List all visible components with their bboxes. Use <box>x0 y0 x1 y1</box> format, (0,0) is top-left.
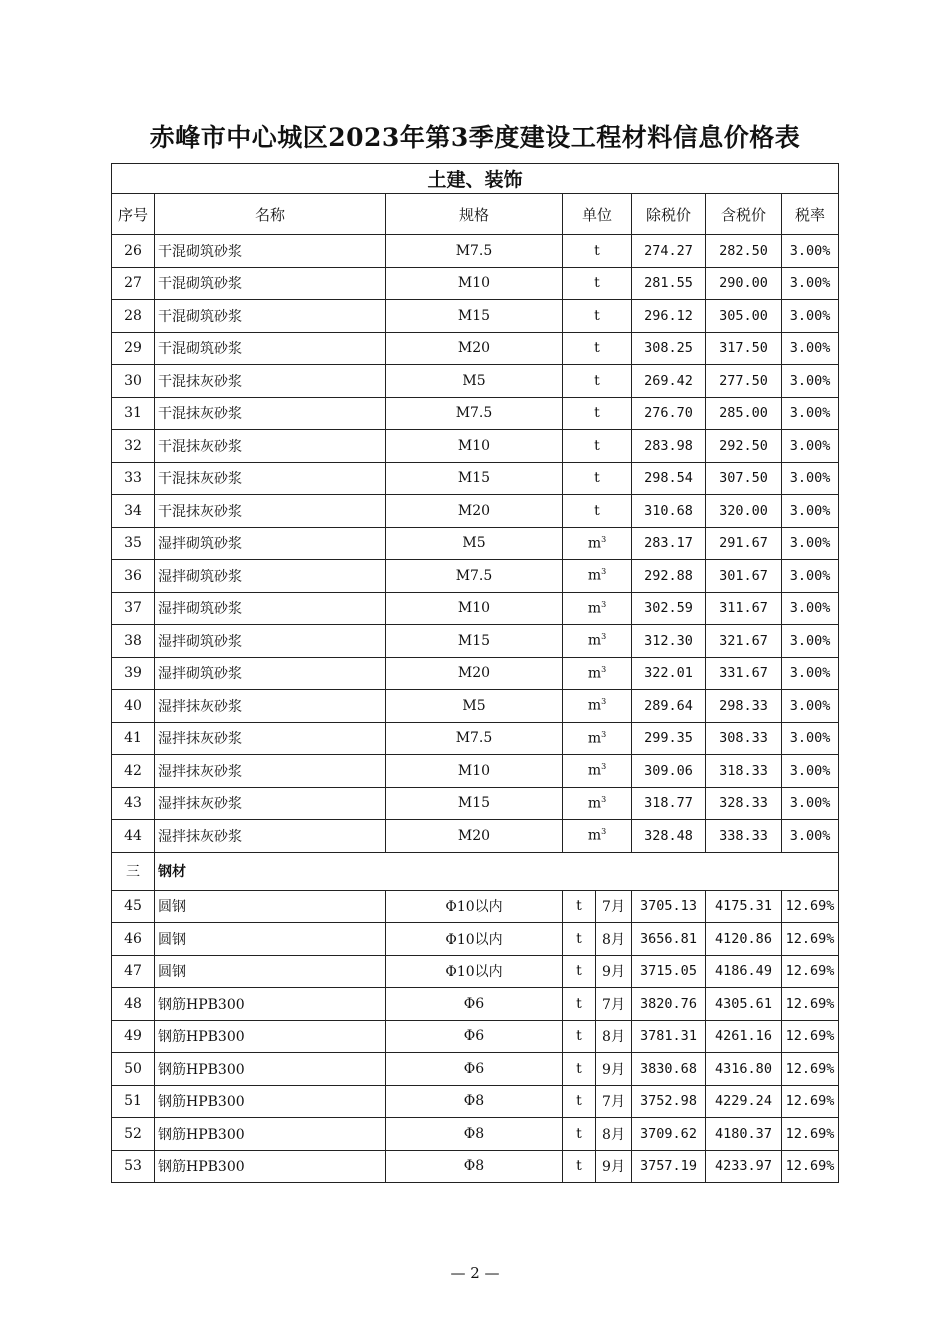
seq-cell: 39 <box>112 657 155 690</box>
table-row <box>112 657 839 690</box>
unit-base: m <box>587 600 602 617</box>
taxed-cell: 4233.97 <box>706 1150 782 1183</box>
seq-cell: 49 <box>112 1020 155 1053</box>
name-cell: 湿拌砌筑砂浆 <box>155 592 386 625</box>
name-cell: 干混抹灰砂浆 <box>155 397 386 430</box>
rate-cell: 3.00% <box>782 657 839 690</box>
taxed-cell: 4180.37 <box>706 1118 782 1151</box>
seq-cell: 32 <box>112 430 155 463</box>
name-cell: 干混抹灰砂浆 <box>155 365 386 398</box>
name-cell: 湿拌砌筑砂浆 <box>155 657 386 690</box>
table-row <box>112 300 839 333</box>
rate-cell: 12.69% <box>782 1020 839 1053</box>
table-row <box>112 890 839 923</box>
rate-cell: 3.00% <box>782 267 839 300</box>
unit-exponent: 3 <box>601 762 607 772</box>
name-cell: 钢筋HPB300 <box>155 988 386 1021</box>
spec-cell: M5 <box>386 527 563 560</box>
pretax-cell: 292.88 <box>632 560 706 593</box>
unit-exponent: 3 <box>601 729 607 739</box>
pretax-cell: 3830.68 <box>632 1053 706 1086</box>
price-table <box>111 163 839 1183</box>
unit-exponent: 3 <box>601 664 607 674</box>
unit-cell <box>563 560 632 593</box>
taxed-cell: 285.00 <box>706 397 782 430</box>
spec-cell: Φ8 <box>386 1150 563 1183</box>
name-cell: 干混抹灰砂浆 <box>155 495 386 528</box>
spec-cell: M7.5 <box>386 397 563 430</box>
unit-cell <box>563 267 632 300</box>
table-row <box>112 1118 839 1151</box>
table-row <box>112 235 839 268</box>
unit-cell <box>563 820 632 853</box>
unit-base: t <box>594 307 600 324</box>
unit-base: t <box>594 372 600 389</box>
unit-base: t <box>594 470 600 487</box>
spec-cell: M20 <box>386 657 563 690</box>
seq-cell: 28 <box>112 300 155 333</box>
seq-cell: 34 <box>112 495 155 528</box>
unit-base: t <box>594 502 600 519</box>
pretax-cell: 302.59 <box>632 592 706 625</box>
name-cell: 湿拌砌筑砂浆 <box>155 560 386 593</box>
seq-cell: 44 <box>112 820 155 853</box>
month-cell: 8月 <box>596 1118 632 1151</box>
rate-cell: 12.69% <box>782 988 839 1021</box>
seq-cell: 40 <box>112 690 155 723</box>
rate-cell: 3.00% <box>782 722 839 755</box>
name-cell: 钢筋HPB300 <box>155 1118 386 1151</box>
taxed-cell: 4120.86 <box>706 923 782 956</box>
rate-cell: 3.00% <box>782 560 839 593</box>
table-row <box>112 988 839 1021</box>
taxed-cell: 321.67 <box>706 625 782 658</box>
pretax-cell: 3656.81 <box>632 923 706 956</box>
table-row <box>112 527 839 560</box>
taxed-cell: 307.50 <box>706 462 782 495</box>
unit-cell: t <box>563 1085 596 1118</box>
unit-cell <box>563 625 632 658</box>
page-number: — 2 — <box>450 1264 500 1282</box>
taxed-cell: 301.67 <box>706 560 782 593</box>
taxed-cell: 317.50 <box>706 332 782 365</box>
table-row <box>112 267 839 300</box>
unit-cell: t <box>563 890 596 923</box>
spec-cell: Φ8 <box>386 1118 563 1151</box>
unit-cell: t <box>563 923 596 956</box>
header-pretax: 除税价 <box>632 194 706 235</box>
seq-cell: 30 <box>112 365 155 398</box>
unit-cell: t <box>563 988 596 1021</box>
seq-cell: 33 <box>112 462 155 495</box>
taxed-cell: 290.00 <box>706 267 782 300</box>
unit-cell: t <box>563 1118 596 1151</box>
table-row <box>112 1020 839 1053</box>
unit-base: m <box>587 698 602 715</box>
seq-cell: 41 <box>112 722 155 755</box>
taxed-cell: 282.50 <box>706 235 782 268</box>
seq-cell: 53 <box>112 1150 155 1183</box>
rate-cell: 3.00% <box>782 430 839 463</box>
rate-cell: 12.69% <box>782 955 839 988</box>
seq-cell: 31 <box>112 397 155 430</box>
spec-cell: M10 <box>386 267 563 300</box>
unit-cell <box>563 690 632 723</box>
pretax-cell: 3820.76 <box>632 988 706 1021</box>
unit-cell <box>563 527 632 560</box>
pretax-cell: 3709.62 <box>632 1118 706 1151</box>
pretax-cell: 3705.13 <box>632 890 706 923</box>
seq-cell: 52 <box>112 1118 155 1151</box>
taxed-cell: 311.67 <box>706 592 782 625</box>
name-cell: 圆钢 <box>155 890 386 923</box>
seq-cell: 29 <box>112 332 155 365</box>
month-cell: 9月 <box>596 1150 632 1183</box>
unit-cell <box>563 722 632 755</box>
unit-base: m <box>587 828 602 845</box>
unit-base: m <box>587 795 602 812</box>
taxed-cell: 318.33 <box>706 755 782 788</box>
name-cell: 圆钢 <box>155 955 386 988</box>
unit-base: t <box>594 340 600 357</box>
seq-cell: 38 <box>112 625 155 658</box>
name-cell: 钢筋HPB300 <box>155 1053 386 1086</box>
unit-cell <box>563 300 632 333</box>
unit-cell <box>563 787 632 820</box>
pretax-cell: 3715.05 <box>632 955 706 988</box>
rate-cell: 3.00% <box>782 365 839 398</box>
spec-cell: Φ8 <box>386 1085 563 1118</box>
month-cell: 7月 <box>596 1085 632 1118</box>
pretax-cell: 308.25 <box>632 332 706 365</box>
rate-cell: 12.69% <box>782 1085 839 1118</box>
unit-base: m <box>587 633 602 650</box>
rate-cell: 12.69% <box>782 1150 839 1183</box>
seq-cell: 50 <box>112 1053 155 1086</box>
unit-exponent: 3 <box>601 599 607 609</box>
pretax-cell: 274.27 <box>632 235 706 268</box>
unit-base: m <box>587 535 602 552</box>
unit-exponent: 3 <box>601 827 607 837</box>
pretax-cell: 269.42 <box>632 365 706 398</box>
unit-cell: t <box>563 1150 596 1183</box>
table-row <box>112 397 839 430</box>
unit-cell <box>563 397 632 430</box>
name-cell: 干混抹灰砂浆 <box>155 462 386 495</box>
rate-cell: 3.00% <box>782 690 839 723</box>
seq-cell: 43 <box>112 787 155 820</box>
rate-cell: 3.00% <box>782 787 839 820</box>
header-unit: 单位 <box>563 194 632 235</box>
page-title: 赤峰市中心城区2023年第3季度建设工程材料信息价格表 <box>149 123 801 152</box>
taxed-cell: 320.00 <box>706 495 782 528</box>
table-row <box>112 560 839 593</box>
name-cell: 湿拌抹灰砂浆 <box>155 690 386 723</box>
table-row <box>112 625 839 658</box>
taxed-cell: 277.50 <box>706 365 782 398</box>
pretax-cell: 3752.98 <box>632 1085 706 1118</box>
header-rate: 税率 <box>782 194 839 235</box>
table-row <box>112 955 839 988</box>
rate-cell: 3.00% <box>782 462 839 495</box>
pretax-cell: 310.68 <box>632 495 706 528</box>
pretax-cell: 322.01 <box>632 657 706 690</box>
taxed-cell: 291.67 <box>706 527 782 560</box>
unit-cell <box>563 755 632 788</box>
unit-cell <box>563 495 632 528</box>
group-row-steel <box>112 852 839 890</box>
section-title: 土建、装饰 <box>112 164 839 194</box>
rate-cell: 12.69% <box>782 1053 839 1086</box>
taxed-cell: 4186.49 <box>706 955 782 988</box>
unit-base: m <box>587 763 602 780</box>
rate-cell: 12.69% <box>782 1118 839 1151</box>
pretax-cell: 276.70 <box>632 397 706 430</box>
name-cell: 湿拌抹灰砂浆 <box>155 787 386 820</box>
taxed-cell: 308.33 <box>706 722 782 755</box>
rate-cell: 12.69% <box>782 890 839 923</box>
taxed-cell: 338.33 <box>706 820 782 853</box>
seq-cell: 46 <box>112 923 155 956</box>
pretax-cell: 328.48 <box>632 820 706 853</box>
table-row <box>112 787 839 820</box>
rate-cell: 3.00% <box>782 625 839 658</box>
spec-cell: Φ6 <box>386 1020 563 1053</box>
table-row <box>112 462 839 495</box>
name-cell: 钢筋HPB300 <box>155 1150 386 1183</box>
header-taxed: 含税价 <box>706 194 782 235</box>
unit-exponent: 3 <box>601 632 607 642</box>
pretax-cell: 289.64 <box>632 690 706 723</box>
spec-cell: M15 <box>386 462 563 495</box>
month-cell: 7月 <box>596 890 632 923</box>
rate-cell: 3.00% <box>782 495 839 528</box>
unit-exponent: 3 <box>601 697 607 707</box>
name-cell: 湿拌砌筑砂浆 <box>155 625 386 658</box>
unit-cell: t <box>563 1053 596 1086</box>
table-row <box>112 365 839 398</box>
unit-exponent: 3 <box>601 567 607 577</box>
taxed-cell: 4229.24 <box>706 1085 782 1118</box>
taxed-cell: 4175.31 <box>706 890 782 923</box>
unit-exponent: 3 <box>601 534 607 544</box>
spec-cell: Φ6 <box>386 1053 563 1086</box>
spec-cell: M7.5 <box>386 722 563 755</box>
seq-cell: 27 <box>112 267 155 300</box>
rate-cell: 12.69% <box>782 923 839 956</box>
table-row <box>112 722 839 755</box>
seq-cell: 26 <box>112 235 155 268</box>
name-cell: 湿拌抹灰砂浆 <box>155 755 386 788</box>
unit-cell: t <box>563 955 596 988</box>
month-cell: 7月 <box>596 988 632 1021</box>
name-cell: 钢筋HPB300 <box>155 1085 386 1118</box>
taxed-cell: 4261.16 <box>706 1020 782 1053</box>
section-header-row <box>112 164 839 194</box>
spec-cell: M7.5 <box>386 560 563 593</box>
spec-cell: Φ10以内 <box>386 955 563 988</box>
spec-cell: M20 <box>386 820 563 853</box>
unit-base: t <box>594 242 600 259</box>
seq-cell: 36 <box>112 560 155 593</box>
pretax-cell: 3757.19 <box>632 1150 706 1183</box>
table-row <box>112 923 839 956</box>
rate-cell: 3.00% <box>782 235 839 268</box>
group-name: 钢材 <box>155 852 839 890</box>
header-spec: 规格 <box>386 194 563 235</box>
taxed-cell: 331.67 <box>706 657 782 690</box>
rate-cell: 3.00% <box>782 527 839 560</box>
name-cell: 干混砌筑砂浆 <box>155 300 386 333</box>
unit-base: m <box>587 665 602 682</box>
pretax-cell: 298.54 <box>632 462 706 495</box>
unit-cell <box>563 235 632 268</box>
taxed-cell: 328.33 <box>706 787 782 820</box>
table-row <box>112 1053 839 1086</box>
spec-cell: M15 <box>386 787 563 820</box>
table-row <box>112 820 839 853</box>
name-cell: 钢筋HPB300 <box>155 1020 386 1053</box>
table-row <box>112 1085 839 1118</box>
table-row <box>112 495 839 528</box>
name-cell: 干混砌筑砂浆 <box>155 267 386 300</box>
seq-cell: 51 <box>112 1085 155 1118</box>
header-name: 名称 <box>155 194 386 235</box>
unit-cell: t <box>563 1020 596 1053</box>
name-cell: 干混砌筑砂浆 <box>155 235 386 268</box>
pretax-cell: 309.06 <box>632 755 706 788</box>
pretax-cell: 296.12 <box>632 300 706 333</box>
taxed-cell: 4305.61 <box>706 988 782 1021</box>
unit-cell <box>563 365 632 398</box>
spec-cell: M10 <box>386 430 563 463</box>
taxed-cell: 305.00 <box>706 300 782 333</box>
pretax-cell: 312.30 <box>632 625 706 658</box>
name-cell: 湿拌抹灰砂浆 <box>155 820 386 853</box>
rate-cell: 3.00% <box>782 755 839 788</box>
month-cell: 8月 <box>596 1020 632 1053</box>
pretax-cell: 283.17 <box>632 527 706 560</box>
seq-cell: 47 <box>112 955 155 988</box>
spec-cell: Φ10以内 <box>386 890 563 923</box>
table-row <box>112 1150 839 1183</box>
column-header-row <box>112 194 839 235</box>
seq-cell: 37 <box>112 592 155 625</box>
spec-cell: M7.5 <box>386 235 563 268</box>
name-cell: 干混砌筑砂浆 <box>155 332 386 365</box>
pretax-cell: 299.35 <box>632 722 706 755</box>
unit-cell <box>563 462 632 495</box>
unit-base: m <box>587 730 602 747</box>
unit-cell <box>563 332 632 365</box>
name-cell: 湿拌砌筑砂浆 <box>155 527 386 560</box>
rate-cell: 3.00% <box>782 592 839 625</box>
taxed-cell: 292.50 <box>706 430 782 463</box>
unit-base: t <box>594 275 600 292</box>
table-row <box>112 592 839 625</box>
month-cell: 8月 <box>596 923 632 956</box>
month-cell: 9月 <box>596 955 632 988</box>
taxed-cell: 298.33 <box>706 690 782 723</box>
seq-cell: 35 <box>112 527 155 560</box>
unit-cell <box>563 592 632 625</box>
unit-exponent: 3 <box>601 794 607 804</box>
name-cell: 干混抹灰砂浆 <box>155 430 386 463</box>
name-cell: 圆钢 <box>155 923 386 956</box>
rate-cell: 3.00% <box>782 820 839 853</box>
unit-cell <box>563 657 632 690</box>
table-row <box>112 755 839 788</box>
spec-cell: M20 <box>386 332 563 365</box>
pretax-cell: 318.77 <box>632 787 706 820</box>
spec-cell: M15 <box>386 625 563 658</box>
spec-cell: M10 <box>386 755 563 788</box>
spec-cell: Φ10以内 <box>386 923 563 956</box>
spec-cell: M10 <box>386 592 563 625</box>
name-cell: 湿拌抹灰砂浆 <box>155 722 386 755</box>
table-row <box>112 690 839 723</box>
pretax-cell: 281.55 <box>632 267 706 300</box>
unit-base: t <box>594 405 600 422</box>
unit-base: m <box>587 568 602 585</box>
rate-cell: 3.00% <box>782 332 839 365</box>
spec-cell: M20 <box>386 495 563 528</box>
unit-base: t <box>594 437 600 454</box>
pretax-cell: 3781.31 <box>632 1020 706 1053</box>
table-row <box>112 430 839 463</box>
pretax-cell: 283.98 <box>632 430 706 463</box>
table-row <box>112 332 839 365</box>
month-cell: 9月 <box>596 1053 632 1086</box>
rate-cell: 3.00% <box>782 397 839 430</box>
seq-cell: 48 <box>112 988 155 1021</box>
unit-cell <box>563 430 632 463</box>
spec-cell: M15 <box>386 300 563 333</box>
seq-cell: 42 <box>112 755 155 788</box>
spec-cell: M5 <box>386 365 563 398</box>
group-seq: 三 <box>112 852 155 890</box>
header-seq: 序号 <box>112 194 155 235</box>
seq-cell: 45 <box>112 890 155 923</box>
spec-cell: M5 <box>386 690 563 723</box>
taxed-cell: 4316.80 <box>706 1053 782 1086</box>
rate-cell: 3.00% <box>782 300 839 333</box>
spec-cell: Φ6 <box>386 988 563 1021</box>
